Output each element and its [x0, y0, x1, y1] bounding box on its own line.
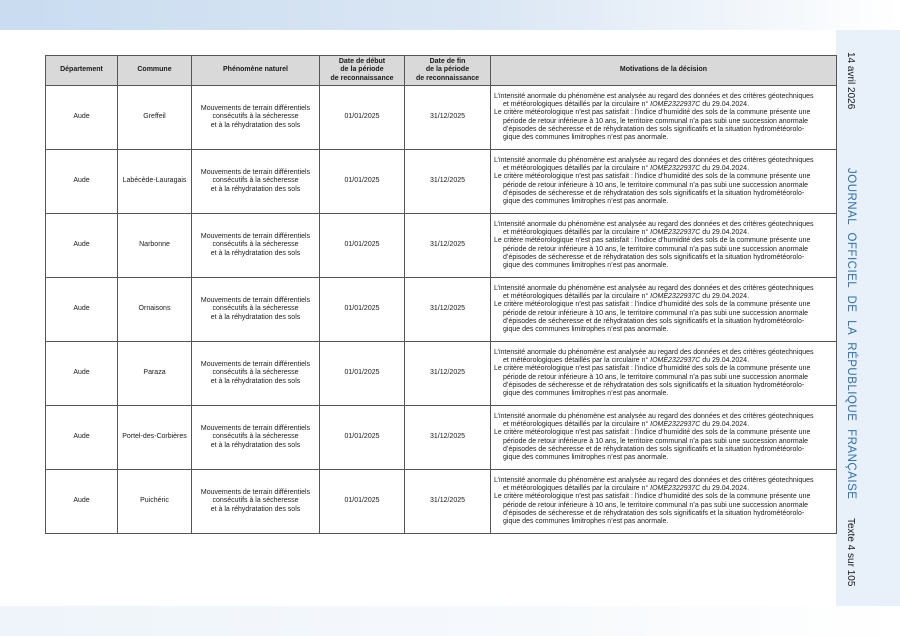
- header-motivations: Motivations de la décision: [491, 56, 837, 86]
- motivation-line: Le critère météorologique n’est pas satisfait : l’indice d’humidité des sols de la commune présente une: [494, 365, 811, 373]
- circular-reference: IOME2322937C: [650, 421, 701, 429]
- header-date-debut-line: Date de début: [338, 58, 386, 66]
- header-phenomene: Phénomène naturel: [192, 56, 320, 86]
- motivation-line: L’intensité anormale du phénomène est analysée au regard des données et des critères géotechniques: [494, 92, 814, 100]
- phenomene-cell: [192, 86, 320, 150]
- circular-reference: IOME2322937C: [650, 101, 701, 109]
- motivation-cell: [491, 214, 837, 278]
- table-header-row: [46, 56, 837, 86]
- motivation-line: L’intensité anormale du phénomène est analysée au regard des données et des critères géotechniques: [494, 156, 814, 164]
- motivation-line: période de retour inférieure à 10 ans, le territoire communal n’a pas subi une succession anormale: [503, 181, 809, 189]
- date-fin-cell: 31/12/2025: [405, 278, 491, 342]
- commune-cell: Narbonne: [118, 214, 192, 278]
- table-body: [46, 86, 837, 534]
- header-date-debut: [320, 56, 405, 86]
- motivation-line: période de retour inférieure à 10 ans, le territoire communal n’a pas subi une succession anormale: [503, 373, 809, 381]
- motivation-cell: [491, 470, 837, 534]
- circular-reference: IOME2322937C: [650, 229, 701, 237]
- motivation-line: [494, 485, 833, 493]
- circular-reference: IOME2322937C: [650, 293, 701, 301]
- motivation-line: L’intensité anormale du phénomène est analysée au regard des données et des critères géotechniques: [494, 348, 814, 356]
- top-banner: [0, 0, 900, 30]
- motivation-line: d’épisodes de sécheresse et de réhydratation des sols significatifs et la situation hydrométéorolo-: [503, 445, 805, 453]
- phenomene-cell: [192, 470, 320, 534]
- motivation-line: Le critère météorologique n’est pas satisfait : l’indice d’humidité des sols de la commune présente une: [494, 237, 811, 245]
- circular-reference: IOME2322937C: [650, 357, 701, 365]
- table-row: [46, 86, 837, 150]
- departement-cell: Aude: [46, 278, 118, 342]
- phenomene-line: Mouvements de terrain différentiels: [200, 361, 311, 369]
- motivation-text: et météorologiques détaillés par la circulaire n°: [503, 101, 651, 109]
- motivation-cell: [491, 150, 837, 214]
- header-date-fin-line: de la période: [425, 66, 470, 74]
- motivation-text: du 29.04.2024.: [700, 357, 750, 365]
- motivation-line: gique des communes limitrophes n’est pas anormale.: [503, 197, 669, 205]
- motivation-line: période de retour inférieure à 10 ans, le territoire communal n’a pas subi une succession anormale: [503, 437, 809, 445]
- phenomene-line: consécutifs à la sécheresse: [212, 497, 299, 505]
- commune-cell: Puichéric: [118, 470, 192, 534]
- date-fin-cell: 31/12/2025: [405, 342, 491, 406]
- table-row: [46, 470, 837, 534]
- motivation-text: du 29.04.2024.: [700, 101, 750, 109]
- motivation-text: du 29.04.2024.: [700, 165, 750, 173]
- motivation-text: et météorologiques détaillés par la circulaire n°: [503, 485, 651, 493]
- phenomene-line: et à la réhydratation des sols: [210, 313, 301, 321]
- motivation-line: gique des communes limitrophes n’est pas anormale.: [503, 325, 669, 333]
- motivation-line: L’intensité anormale du phénomène est analysée au regard des données et des critères géotechniques: [494, 284, 814, 292]
- journal-title: JOURNAL OFFICIEL DE LA RÉPUBLIQUE FRANÇAISE: [845, 168, 857, 500]
- phenomene-line: consécutifs à la sécheresse: [212, 305, 299, 313]
- motivation-line: période de retour inférieure à 10 ans, le territoire communal n’a pas subi une succession anormale: [503, 501, 809, 509]
- decree-table: [45, 55, 837, 534]
- table-row: [46, 150, 837, 214]
- motivation-text: et météorologiques détaillés par la circulaire n°: [503, 421, 651, 429]
- date-debut-cell: 01/01/2025: [320, 470, 405, 534]
- departement-cell: Aude: [46, 406, 118, 470]
- motivation-line: L’intensité anormale du phénomène est analysée au regard des données et des critères géotechniques: [494, 412, 814, 420]
- date-fin-cell: 31/12/2025: [405, 86, 491, 150]
- motivation-line: Le critère météorologique n’est pas satisfait : l’indice d’humidité des sols de la commune présente une: [494, 301, 811, 309]
- date-fin-cell: 31/12/2025: [405, 470, 491, 534]
- motivation-line: d’épisodes de sécheresse et de réhydratation des sols significatifs et la situation hydrométéorolo-: [503, 125, 805, 133]
- date-debut-cell: 01/01/2025: [320, 406, 405, 470]
- document-page: [10, 30, 836, 606]
- circular-reference: IOME2322937C: [650, 165, 701, 173]
- motivation-line: [494, 101, 833, 109]
- departement-cell: Aude: [46, 150, 118, 214]
- phenomene-line: et à la réhydratation des sols: [210, 441, 301, 449]
- motivation-line: gique des communes limitrophes n’est pas anormale.: [503, 261, 669, 269]
- phenomene-line: consécutifs à la sécheresse: [212, 177, 299, 185]
- motivation-line: période de retour inférieure à 10 ans, le territoire communal n’a pas subi une succession anormale: [503, 117, 809, 125]
- phenomene-line: Mouvements de terrain différentiels: [200, 297, 311, 305]
- table-row: [46, 342, 837, 406]
- phenomene-cell: [192, 278, 320, 342]
- date-debut-cell: 01/01/2025: [320, 150, 405, 214]
- motivation-line: période de retour inférieure à 10 ans, le territoire communal n’a pas subi une succession anormale: [503, 245, 809, 253]
- motivation-line: Le critère météorologique n’est pas satisfait : l’indice d’humidité des sols de la commune présente une: [494, 109, 811, 117]
- date-fin-cell: 31/12/2025: [405, 150, 491, 214]
- commune-cell: Portel-des-Corbières: [118, 406, 192, 470]
- motivation-line: Le critère météorologique n’est pas satisfait : l’indice d’humidité des sols de la commune présente une: [494, 173, 811, 181]
- commune-cell: Ornaisons: [118, 278, 192, 342]
- bottom-banner: [0, 606, 900, 636]
- table-row: [46, 406, 837, 470]
- motivation-text: et météorologiques détaillés par la circulaire n°: [503, 229, 651, 237]
- circular-reference: IOME2322937C: [650, 485, 701, 493]
- text-counter: Texte 4 sur 105: [845, 518, 856, 587]
- phenomene-cell: [192, 406, 320, 470]
- motivation-line: d’épisodes de sécheresse et de réhydratation des sols significatifs et la situation hydrométéorolo-: [503, 253, 805, 261]
- commune-cell: Labécède-Lauragais: [118, 150, 192, 214]
- motivation-line: d’épisodes de sécheresse et de réhydratation des sols significatifs et la situation hydrométéorolo-: [503, 317, 805, 325]
- phenomene-line: Mouvements de terrain différentiels: [200, 105, 311, 113]
- departement-cell: Aude: [46, 470, 118, 534]
- motivation-line: gique des communes limitrophes n’est pas anormale.: [503, 133, 669, 141]
- header-date-debut-line: de la période: [340, 66, 384, 74]
- motivation-line: d’épisodes de sécheresse et de réhydratation des sols significatifs et la situation hydrométéorolo-: [503, 381, 805, 389]
- date-fin-cell: 31/12/2025: [405, 214, 491, 278]
- table-row: [46, 278, 837, 342]
- motivation-text: du 29.04.2024.: [700, 293, 750, 301]
- header-date-fin-line: de reconnaissance: [415, 74, 480, 82]
- motivation-line: [494, 421, 833, 429]
- phenomene-line: Mouvements de terrain différentiels: [200, 425, 311, 433]
- motivation-text: du 29.04.2024.: [700, 485, 750, 493]
- motivation-line: d’épisodes de sécheresse et de réhydratation des sols significatifs et la situation hydrométéorolo-: [503, 509, 805, 517]
- phenomene-line: et à la réhydratation des sols: [210, 121, 301, 129]
- date-debut-cell: 01/01/2025: [320, 86, 405, 150]
- motivation-line: gique des communes limitrophes n’est pas anormale.: [503, 453, 669, 461]
- header-date-debut-line: de reconnaissance: [330, 74, 394, 82]
- motivation-line: [494, 229, 833, 237]
- motivation-cell: [491, 278, 837, 342]
- motivation-line: [494, 165, 833, 173]
- date-debut-cell: 01/01/2025: [320, 342, 405, 406]
- phenomene-line: Mouvements de terrain différentiels: [200, 489, 311, 497]
- motivation-text: et météorologiques détaillés par la circulaire n°: [503, 293, 651, 301]
- phenomene-line: et à la réhydratation des sols: [210, 185, 301, 193]
- phenomene-line: et à la réhydratation des sols: [210, 249, 301, 257]
- motivation-line: [494, 293, 833, 301]
- phenomene-cell: [192, 150, 320, 214]
- commune-cell: Paraza: [118, 342, 192, 406]
- side-date: 14 avril 2026: [845, 52, 856, 110]
- date-debut-cell: 01/01/2025: [320, 278, 405, 342]
- motivation-line: Le critère météorologique n’est pas satisfait : l’indice d’humidité des sols de la commune présente une: [494, 429, 811, 437]
- phenomene-line: consécutifs à la sécheresse: [212, 113, 299, 121]
- phenomene-line: consécutifs à la sécheresse: [212, 369, 299, 377]
- table-row: [46, 214, 837, 278]
- motivation-line: [494, 357, 833, 365]
- motivation-line: L’intensité anormale du phénomène est analysée au regard des données et des critères géotechniques: [494, 476, 814, 484]
- phenomene-line: et à la réhydratation des sols: [210, 505, 301, 513]
- departement-cell: Aude: [46, 342, 118, 406]
- phenomene-line: Mouvements de terrain différentiels: [200, 233, 311, 241]
- date-fin-cell: 31/12/2025: [405, 406, 491, 470]
- motivation-text: et météorologiques détaillés par la circulaire n°: [503, 165, 651, 173]
- header-commune: Commune: [118, 56, 192, 86]
- motivation-text: du 29.04.2024.: [700, 421, 750, 429]
- motivation-line: L’intensité anormale du phénomène est analysée au regard des données et des critères géotechniques: [494, 220, 814, 228]
- date-debut-cell: 01/01/2025: [320, 214, 405, 278]
- commune-cell: Greffeil: [118, 86, 192, 150]
- motivation-cell: [491, 342, 837, 406]
- motivation-line: période de retour inférieure à 10 ans, le territoire communal n’a pas subi une succession anormale: [503, 309, 809, 317]
- departement-cell: Aude: [46, 86, 118, 150]
- motivation-line: d’épisodes de sécheresse et de réhydratation des sols significatifs et la situation hydrométéorolo-: [503, 189, 805, 197]
- header-date-fin: [405, 56, 491, 86]
- header-date-fin-line: Date de fin: [429, 58, 466, 66]
- motivation-text: du 29.04.2024.: [700, 229, 750, 237]
- motivation-line: Le critère météorologique n’est pas satisfait : l’indice d’humidité des sols de la commune présente une: [494, 493, 811, 501]
- motivation-text: et météorologiques détaillés par la circulaire n°: [503, 357, 651, 365]
- motivation-cell: [491, 86, 837, 150]
- motivation-cell: [491, 406, 837, 470]
- phenomene-cell: [192, 342, 320, 406]
- phenomene-line: consécutifs à la sécheresse: [212, 241, 299, 249]
- phenomene-line: et à la réhydratation des sols: [210, 377, 301, 385]
- motivation-line: gique des communes limitrophes n’est pas anormale.: [503, 389, 669, 397]
- motivation-line: gique des communes limitrophes n’est pas anormale.: [503, 517, 669, 525]
- departement-cell: Aude: [46, 214, 118, 278]
- phenomene-cell: [192, 214, 320, 278]
- header-departement: Département: [46, 56, 118, 86]
- phenomene-line: Mouvements de terrain différentiels: [200, 169, 311, 177]
- phenomene-line: consécutifs à la sécheresse: [212, 433, 299, 441]
